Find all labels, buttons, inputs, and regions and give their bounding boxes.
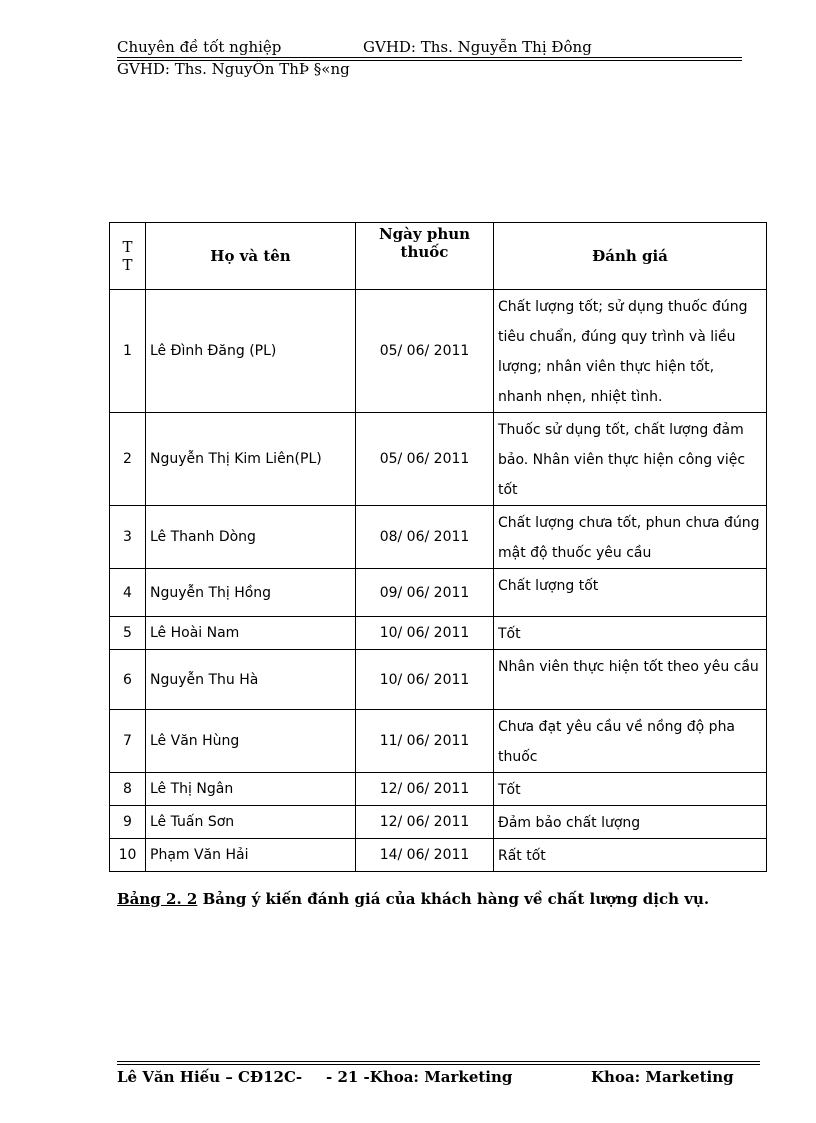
cell-name: Nguyễn Thị Hồng <box>146 569 356 617</box>
cell-name: Lê Thị Ngân <box>146 773 356 806</box>
cell-name: Lê Tuấn Sơn <box>146 806 356 839</box>
table-row <box>110 773 767 806</box>
cell-tt: 6 <box>110 650 146 710</box>
table-row <box>110 650 767 710</box>
table-row <box>110 839 767 872</box>
header-rule-top <box>117 57 742 58</box>
cell-name: Nguyễn Thu Hà <box>146 650 356 710</box>
cell-tt: 7 <box>110 710 146 773</box>
table-row <box>110 569 767 617</box>
cell-date: 12/ 06/ 2011 <box>356 806 494 839</box>
evaluation-table <box>109 222 767 872</box>
header-left-text: Chuyên đề tốt nghiệp <box>117 38 282 56</box>
page-header <box>117 38 742 58</box>
caption-text: Bảng ý kiến đánh giá của khách hàng về chất lượng dịch vụ. <box>202 890 710 908</box>
cell-eval: Tốt <box>494 617 767 650</box>
page-footer <box>117 1068 760 1088</box>
cell-date: 05/ 06/ 2011 <box>356 290 494 413</box>
header-tt: T T <box>110 223 146 290</box>
cell-date: 14/ 06/ 2011 <box>356 839 494 872</box>
cell-eval: Chưa đạt yêu cầu về nồng độ pha thuốc <box>494 710 767 773</box>
cell-name: Lê Thanh Dòng <box>146 506 356 569</box>
header-date: Ngày phun thuốc <box>356 223 494 290</box>
cell-name: Nguyễn Thị Kim Liên(PL) <box>146 413 356 506</box>
cell-eval: Chất lượng tốt <box>494 569 767 617</box>
cell-eval: Chất lượng tốt; sử dụng thuốc đúng tiêu chuẩn, đúng quy trình và liều lượng; nhân viên thực hiện tốt, nhanh nhẹn, nhiệt tình. <box>494 290 767 413</box>
cell-date: 11/ 06/ 2011 <box>356 710 494 773</box>
table-row <box>110 710 767 773</box>
table-row <box>110 290 767 413</box>
cell-tt: 4 <box>110 569 146 617</box>
table-row <box>110 617 767 650</box>
header-second-line: GVHD: Ths. NguyÔn ThÞ §«ng <box>117 60 350 78</box>
footer-page: - 21 -Khoa: Marketing <box>326 1068 513 1086</box>
cell-name: Phạm Văn Hải <box>146 839 356 872</box>
cell-eval: Đảm bảo chất lượng <box>494 806 767 839</box>
table-row <box>110 413 767 506</box>
cell-tt: 1 <box>110 290 146 413</box>
header-name: Họ và tên <box>146 223 356 290</box>
cell-date: 09/ 06/ 2011 <box>356 569 494 617</box>
cell-date: 05/ 06/ 2011 <box>356 413 494 506</box>
footer-author: Lê Văn Hiếu – CĐ12C- <box>117 1068 303 1086</box>
table-row <box>110 506 767 569</box>
cell-tt: 10 <box>110 839 146 872</box>
cell-tt: 2 <box>110 413 146 506</box>
footer-rule-bottom <box>117 1064 760 1065</box>
cell-name: Lê Đình Đăng (PL) <box>146 290 356 413</box>
cell-date: 10/ 06/ 2011 <box>356 617 494 650</box>
cell-tt: 8 <box>110 773 146 806</box>
cell-eval: Rất tốt <box>494 839 767 872</box>
cell-date: 08/ 06/ 2011 <box>356 506 494 569</box>
cell-tt: 5 <box>110 617 146 650</box>
table-row <box>110 806 767 839</box>
table-caption <box>117 890 709 908</box>
caption-label: Bảng 2. 2 <box>117 890 198 908</box>
header-right-text: GVHD: Ths. Nguyễn Thị Đông <box>363 38 592 56</box>
footer-dept: Khoa: Marketing <box>591 1068 734 1086</box>
header-eval: Đánh giá <box>494 223 767 290</box>
cell-tt: 3 <box>110 506 146 569</box>
footer-rule-top <box>117 1061 760 1062</box>
cell-name: Lê Hoài Nam <box>146 617 356 650</box>
cell-date: 12/ 06/ 2011 <box>356 773 494 806</box>
cell-eval: Tốt <box>494 773 767 806</box>
cell-eval: Chất lượng chưa tốt, phun chưa đúng mật độ thuốc yêu cầu <box>494 506 767 569</box>
table-header-row <box>110 223 767 290</box>
cell-tt: 9 <box>110 806 146 839</box>
cell-eval: Thuốc sử dụng tốt, chất lượng đảm bảo. Nhân viên thực hiện công việc tốt <box>494 413 767 506</box>
cell-name: Lê Văn Hùng <box>146 710 356 773</box>
cell-eval: Nhân viên thực hiện tốt theo yêu cầu <box>494 650 767 710</box>
cell-date: 10/ 06/ 2011 <box>356 650 494 710</box>
